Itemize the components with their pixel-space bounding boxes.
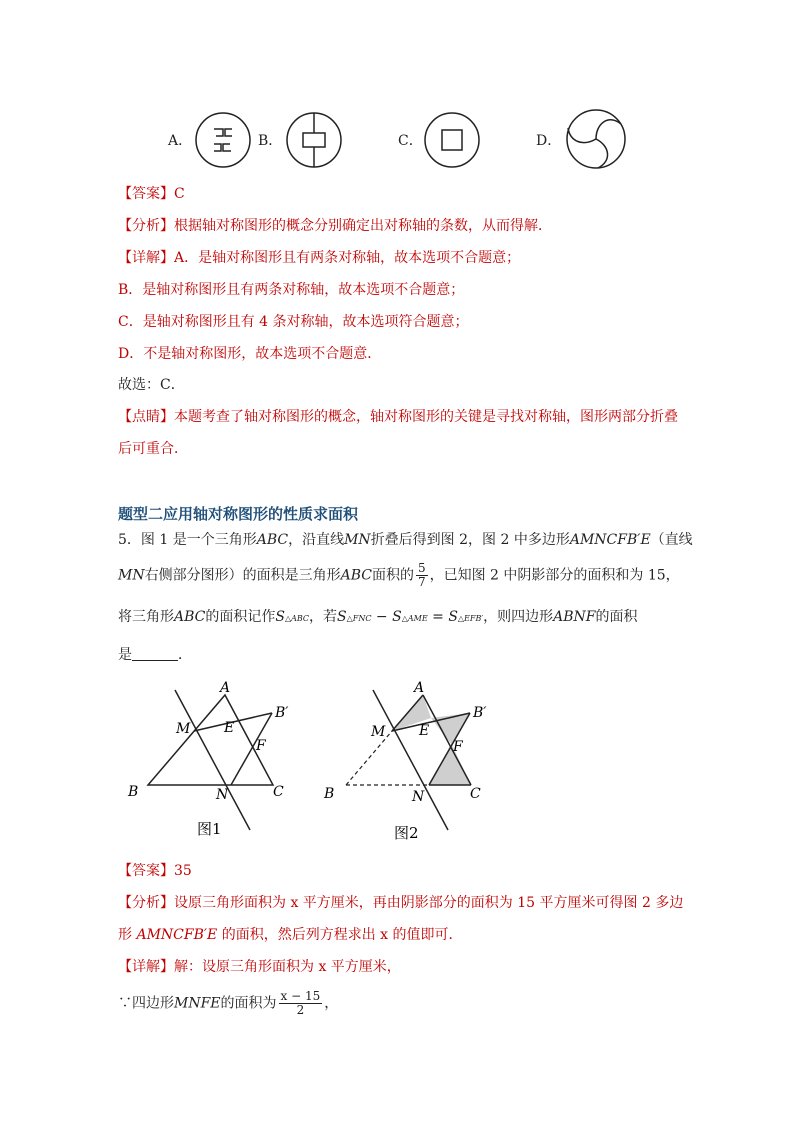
q4-choose-line: 故选：C． bbox=[118, 377, 185, 393]
option-c-figure bbox=[423, 111, 481, 169]
label-a: A bbox=[220, 680, 231, 696]
option-a-label: A． bbox=[168, 133, 193, 149]
label-n-2: N bbox=[412, 789, 425, 805]
label-f-2: F bbox=[453, 739, 463, 755]
q4-detail-line-c: C．是轴对称图形且有 4 条对称轴，故本选项符合题意； bbox=[118, 314, 469, 330]
q5-line-3: 将三角形ABC的面积记作S△ABC，若S△FNC − S△AME = S△EFB′，则四边形ABNF的面积 bbox=[118, 609, 638, 625]
q5-detail-line-1: 【详解】解：设原三角形面积为 x 平方厘米， bbox=[118, 959, 401, 975]
analysis-text: 根据轴对称图形的概念分别确定出对称轴的条数，从而得解． bbox=[174, 218, 552, 234]
q5-answer-value: 35 bbox=[174, 863, 192, 879]
label-m-2: M bbox=[371, 724, 386, 740]
label-b-prime-2: B′ bbox=[473, 705, 487, 721]
option-d-label: D． bbox=[536, 133, 562, 149]
label-m: M bbox=[176, 721, 191, 737]
label-f: F bbox=[256, 738, 266, 754]
option-b-label: B． bbox=[258, 133, 283, 149]
figure-2 bbox=[318, 670, 508, 850]
label-b-prime: B′ bbox=[275, 705, 289, 721]
q5-line-1: 5．图 1 是一个三角形ABC，沿直线MN折叠后得到图 2，图 2 中多边形AMNCFB′E（直线 bbox=[118, 532, 693, 548]
fraction-x-minus-15-over-2: $\frac{x - 15}{2}$ bbox=[280, 989, 321, 1017]
label-e-2: E bbox=[419, 723, 430, 739]
label-c-2: C bbox=[470, 786, 481, 802]
segment-bn bbox=[231, 713, 272, 785]
label-b: B bbox=[128, 784, 139, 800]
q4-answer-line bbox=[118, 184, 185, 204]
label-n: N bbox=[216, 787, 229, 803]
q4-comment-line-1 bbox=[118, 407, 678, 427]
q4-detail-line-d: D．不是轴对称图形，故本选项不合题意． bbox=[118, 346, 382, 362]
label-a-2: A bbox=[414, 680, 425, 696]
q5-analysis-line-2: 形 AMNCFB′E 的面积，然后列方程求出 x 的值即可． bbox=[118, 927, 463, 943]
option-b-figure bbox=[285, 111, 343, 169]
figure-1 bbox=[120, 670, 300, 850]
detail-tag: 【详解】 bbox=[118, 250, 174, 266]
triangle-abc bbox=[148, 695, 273, 785]
q5-answer-line: 【答案】35 bbox=[118, 863, 192, 879]
option-c-label: C． bbox=[398, 133, 423, 149]
q5-line-2: MN右侧部分图形）的面积是三角形ABC面积的 $\frac{5}{7}$ ，已知图 2 中阴影部分的面积和为 15， bbox=[118, 561, 680, 589]
option-d-figure bbox=[565, 108, 627, 170]
fraction-5-7: $\frac{5}{7}$ bbox=[417, 561, 426, 589]
section-title: 题型二应用轴对称图形的性质求面积 bbox=[118, 505, 359, 523]
label-c: C bbox=[273, 784, 284, 800]
answer-tag: 【答案】 bbox=[118, 186, 174, 202]
figure-2-caption: 图2 bbox=[394, 824, 419, 842]
q4-detail-line-b: B．是轴对称图形且有两条对称轴，故本选项不合题意； bbox=[118, 282, 465, 298]
q4-comment-line-2: 后可重合． bbox=[118, 441, 188, 457]
comment-tag: 【点睛】 bbox=[118, 409, 174, 425]
detail-text-a: A．是轴对称图形且有两条对称轴，故本选项不合题意； bbox=[174, 250, 521, 266]
label-b-2: B bbox=[324, 786, 335, 802]
comment-text-1: 本题考查了轴对称图形的概念，轴对称图形的关键是寻找对称轴，图形两部分折叠 bbox=[174, 409, 678, 425]
answer-value: C bbox=[174, 186, 185, 202]
answer-blank bbox=[132, 646, 178, 661]
fold-line-mn bbox=[175, 690, 250, 830]
q5-analysis-line-1: 【分析】设原三角形面积为 x 平方厘米，再由阴影部分的面积为 15 平方厘米可得图 2 多边 bbox=[118, 895, 684, 911]
option-a-figure bbox=[194, 111, 252, 169]
shaded-fnc bbox=[429, 745, 471, 785]
analysis-tag: 【分析】 bbox=[118, 218, 174, 234]
q5-line-4: 是 ． bbox=[118, 647, 192, 663]
label-e: E bbox=[224, 720, 235, 736]
figure-1-caption: 图1 bbox=[197, 820, 222, 838]
q5-detail-line-2: ∵四边形MNFE的面积为 $\frac{x - 15}{2}$ ， bbox=[118, 989, 339, 1017]
q4-analysis-line bbox=[118, 216, 552, 236]
q4-detail-line-a bbox=[118, 248, 520, 268]
